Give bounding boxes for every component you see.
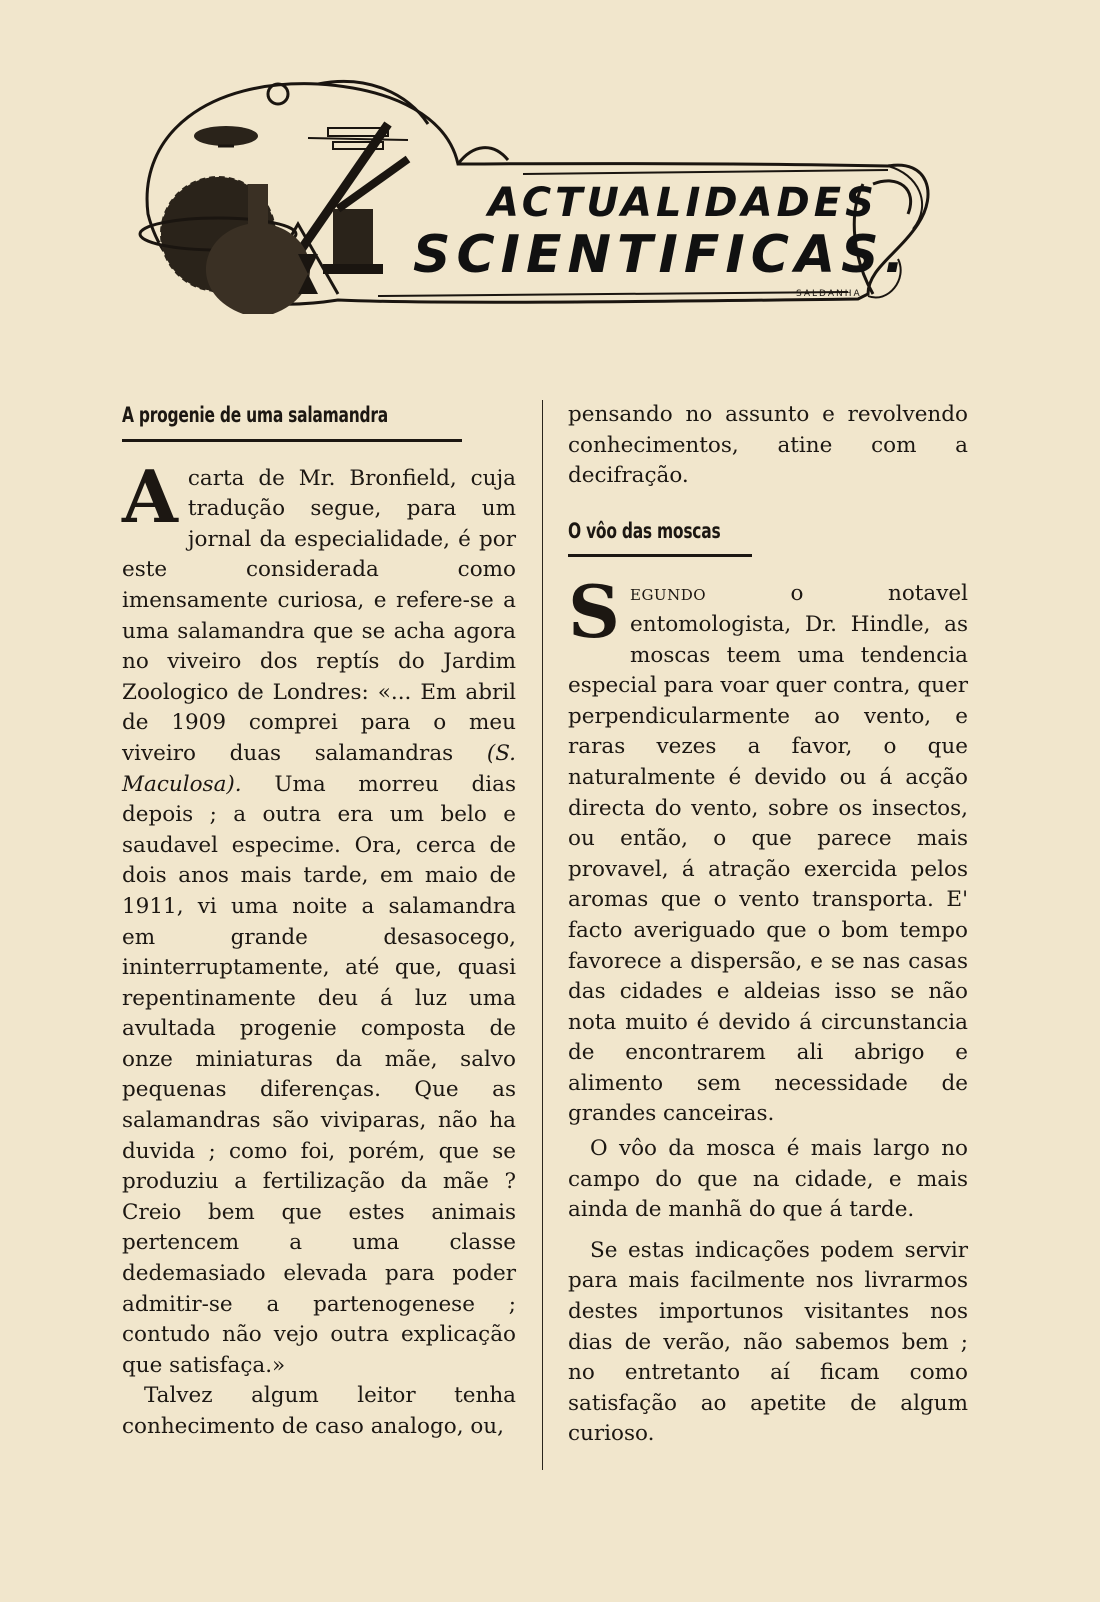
article2-paragraph2: O vôo da mosca é mais largo no campo do que na cidade, e mais ainda de manhã do que á tarde. <box>568 1136 968 1223</box>
article2-paragraph3: Se estas indicações podem servir para mais facilmente nos livrarmos destes importunos visitantes nos dias de verão, não sabemos bem ; no entretanto aí ficam como satisfação ao apetite de algum curioso. <box>568 1237 968 1447</box>
left-column <box>122 400 516 1443</box>
article2-text1: o notavel entomologista, Dr. Hindle, as moscas teem uma tendencia especial para voar quer contra, quer perpendicularmente ao vento, e raras vezes a favor, o que naturalmente é devido ou á acção directa do vento, sobre os insectos, ou então, o que parece mais provavel, á atração exercida pelos aromas que o vento transporta. E' facto averiguado que o bom tempo favorece a dispersão, e se nas casas das cidades e aldeias isso se não nota muito é devido á circunstancia de encontrarem ali abrigo e alimento sem necessidade de grandes canceiras. <box>568 581 968 1127</box>
microscope-icon <box>323 159 408 274</box>
article2-paragraph1 <box>568 569 968 1130</box>
article1-text1: carta de Mr. Bronfield, cuja tradução segue, para um jornal da especialidade, é por este considerada como imensamente curiosa, e refere-se a uma salamandra que se acha agora no viveiro dos reptís do Jardim Zoologico de Londres: «... Em abril de 1909 comprei para o meu viveiro duas salamandras <box>122 465 516 766</box>
artist-signature: SALDANHA <box>796 289 862 299</box>
header-title-line1: ACTUALIDADES <box>488 180 878 226</box>
column-divider <box>542 400 543 1470</box>
biplane-icon <box>308 128 408 149</box>
header-title-line2: SCIENTIFICAS. <box>413 225 911 285</box>
article1-title-rule <box>122 439 462 442</box>
right-column <box>568 400 968 1450</box>
article1-paragraph2: Talvez algum leitor tenha conhecimento de caso analogo, ou, <box>122 1383 516 1439</box>
article1-text2: Uma morreu dias depois ; a outra era um belo e saudavel especime. Ora, cerca de dois anos mais tarde, em maio de 1911, vi uma noite a salamandra em grande desasocego, ininterruptamente, até que, quasi repentinamente deu á luz uma avultada progenie composta de onze miniaturas da mãe, salvo pequenas diferenças. Que as salamandras são viviparas, não ha duvida ; como foi, porém, que se produziu a fertilização da mãe ? Creio bem que estes animais pertencem a uma classe dedemasiado elevada para poder admitir-se a partenogenese ; contudo não vejo outra explicação que satisfaça.» <box>122 771 516 1378</box>
article1-paragraph1 <box>122 453 516 1382</box>
species-name: (S. Maculosa). <box>122 740 516 797</box>
article2-title-rule <box>568 554 752 557</box>
airship-icon <box>194 126 258 146</box>
article2-title-block <box>568 516 968 558</box>
article2-dropcap: S <box>568 569 620 655</box>
article1-title-block <box>122 400 516 442</box>
article1-dropcap: A <box>122 453 178 539</box>
article2-first-word: egundo <box>630 581 707 607</box>
article2-title: O vôo das moscas <box>568 518 721 543</box>
header-illustration <box>128 64 960 344</box>
article1-continuation: pensando no assunto e revolvendo conhecimentos, atine com a decifração. <box>568 402 968 489</box>
article1-title: A progenie de uma salamandra <box>122 403 388 427</box>
